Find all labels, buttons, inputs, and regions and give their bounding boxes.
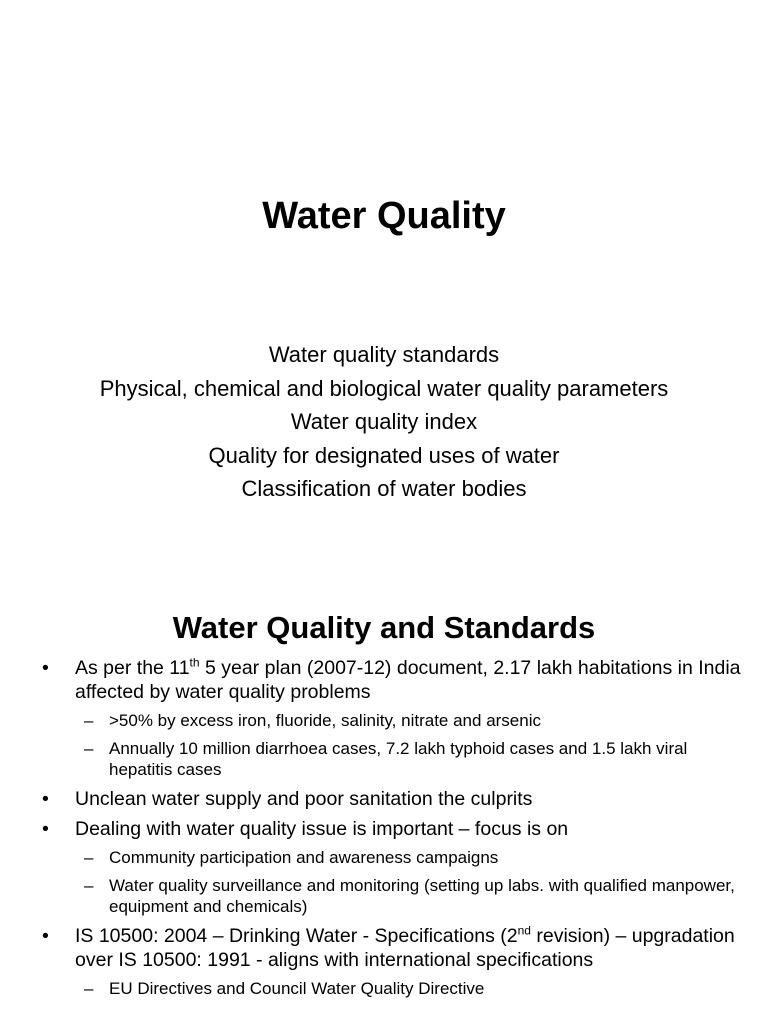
- bullet-item: [0, 787, 768, 811]
- slide-1-title: Water Quality: [262, 195, 506, 237]
- subtitle-line: Classification of water bodies: [241, 476, 527, 501]
- bullet-icon: •: [42, 657, 49, 679]
- sub-bullet-text: Community participation and awareness campaigns: [109, 848, 499, 867]
- sub-bullet-text: EU Directives and Council Water Quality Directive: [109, 979, 485, 998]
- subtitle-line: Water quality index: [290, 409, 478, 434]
- bullet-text: Unclean water supply and poor sanitation the culprits: [75, 788, 533, 810]
- slide-content: [0, 576, 768, 1024]
- slide-2-title: Water Quality and Standards: [172, 610, 596, 645]
- sub-bullet-text: >50% by excess iron, fluoride, salinity, nitrate and arsenic: [109, 711, 541, 730]
- bullet-text: Dealing with water quality issue is important – focus is on: [75, 818, 569, 840]
- bullet-text: 5 year plan (2007-12) document, 2.17 lakh habitations in India affected by water quality problems: [75, 657, 741, 703]
- bullet-list: [0, 656, 768, 1006]
- bullet-text: IS 10500: 2004 – Drinking Water - Specifications (2: [75, 925, 518, 947]
- sub-bullet-item: [0, 875, 768, 917]
- sub-bullet-item: [0, 710, 768, 731]
- sub-bullet-text: Water quality surveillance and monitoring (setting up labs. with qualified manpower, equipment and chemicals): [109, 876, 735, 916]
- subtitle-line: Physical, chemical and biological water quality parameters: [99, 375, 669, 401]
- sub-bullet-item: [0, 978, 768, 999]
- dash-icon: –: [84, 848, 94, 867]
- subtitle-line: Water quality standards: [268, 342, 500, 367]
- bullet-text: As per the 11: [75, 657, 190, 679]
- dash-icon: –: [84, 739, 94, 758]
- bullet-icon: •: [42, 788, 49, 810]
- sub-bullet-item: [0, 738, 768, 780]
- dash-icon: –: [84, 711, 94, 730]
- dash-icon: –: [84, 876, 94, 895]
- slide-1-subtitles: [0, 338, 768, 506]
- bullet-item: [0, 656, 768, 704]
- bullet-item: [0, 924, 768, 972]
- bullet-item: [0, 817, 768, 841]
- bullet-icon: •: [42, 818, 49, 840]
- bullet-icon: •: [42, 925, 49, 947]
- subtitle-line: Quality for designated uses of water: [208, 442, 560, 468]
- dash-icon: –: [84, 979, 94, 998]
- superscript: nd: [517, 923, 531, 938]
- sub-bullet-text: Annually 10 million diarrhoea cases, 7.2 lakh typhoid cases and 1.5 lakh viral hepatitis cases: [109, 739, 688, 779]
- sub-bullet-item: [0, 847, 768, 868]
- bullet-text: revision) – upgradation over IS 10500: 1991 - aligns with international specifications: [75, 925, 735, 971]
- superscript: th: [189, 655, 200, 670]
